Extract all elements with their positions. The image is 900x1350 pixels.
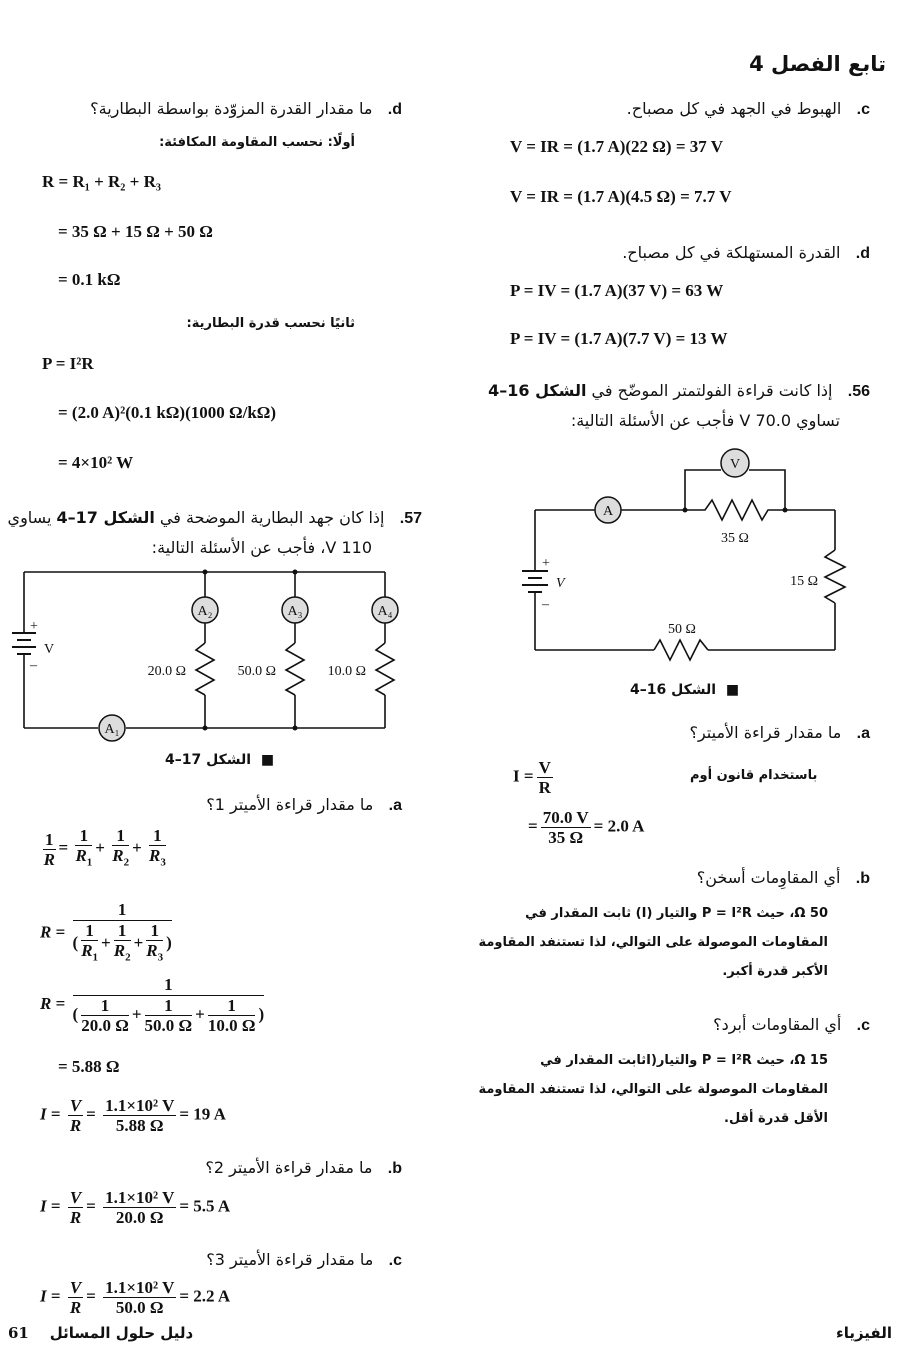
question-b-left: b. ما مقدار قراءة الأميتر 2؟	[205, 1158, 402, 1177]
battery-voltage-label: V	[556, 576, 565, 591]
battery-minus: –	[542, 597, 549, 612]
equation: P = IV = (1.7 A)(7.7 V) = 13 W	[510, 329, 728, 348]
equation: $\frac{1}{R}$ = $\frac{1}{R_1}$ + $\frac{1}{R_2}$ + $\frac{1}{R_3}$	[43, 826, 166, 869]
ammeter-3-label: A₃	[287, 604, 303, 619]
equation: = (2.0 A)²(0.1 kΩ)(1000 Ω/kΩ)	[58, 403, 277, 422]
caption-square-icon: ■	[725, 682, 740, 698]
problem-56-line2: تساوي 70.0 V فأجب عن الأسئلة التالية:	[570, 411, 840, 430]
step-2-label: ثانيًا نحسب قدرة البطارية:	[186, 316, 355, 331]
equation: = 35 Ω + 15 Ω + 50 Ω	[58, 222, 213, 241]
equation: I = $\frac{V}{R}$	[513, 758, 551, 797]
question-c: c. الهبوط في الجهد في كل مصباح.	[626, 99, 870, 118]
equation: = $\frac{70.0 V}{35 \Omega}$ = 2.0 A	[528, 808, 645, 847]
equation: V = IR = (1.7 A)(22 Ω) = 37 V	[510, 137, 723, 156]
resistor-label: 20.0 Ω	[147, 664, 186, 679]
problem-57-line2: 110 V، فأجب عن الأسئلة التالية:	[151, 538, 372, 557]
equation: R = 1 ( $\frac{1}{20.0 \Omega}$ + $\frac{1}{50.0 \Omega}$ + $\frac{1}{10.0 \Omega}$ )	[40, 975, 265, 1035]
figure-16-caption: ■ الشكل 16–4	[630, 682, 740, 698]
equation: I = $\frac{V}{R}$ = $\frac{\text{1.1×10² V}}{50.0 \Omega}$ = 2.2 A	[40, 1278, 231, 1317]
equation: P = IV = (1.7 A)(37 V) = 63 W	[510, 281, 724, 300]
ammeter-1-label: A₁	[104, 722, 120, 737]
footer-subject: الفيزياء	[836, 1324, 892, 1342]
battery-plus: +	[30, 619, 38, 634]
question-b: b. أي المقاوِمات أسخن؟	[696, 868, 870, 887]
question-a-left: a. ما مقدار قراءة الأميتر 1؟	[206, 795, 402, 814]
battery-minus: –	[30, 658, 37, 673]
equation: R = 1 ( $\frac{1}{R_1}$ + $\frac{1}{R_2}$ + $\frac{1}{R_3}$ )	[40, 900, 172, 964]
figure-17-caption: ■ الشكل 17–4	[165, 752, 275, 768]
problem-56: 56. إذا كانت قراءة الفولتمتر الموضّح في الشكل 16–4	[488, 381, 870, 400]
ammeter-4-label: A₄	[377, 604, 393, 619]
caption-square-icon: ■	[260, 752, 275, 768]
ammeter-label: A	[602, 504, 614, 519]
answer-c2: 15 Ω، حيث P = I²R والتيار(Iثابت المقدار في المقاومات الموصولة على التوالي، لذا تستنفد المقاومة الأقل قدرة أقل.	[478, 1053, 828, 1126]
question-c2: c. أي المقاومات أبرد؟	[713, 1015, 870, 1034]
ammeter-2-label: A₂	[197, 604, 213, 619]
equation: R = R₁ + R₂ + R₃	[42, 172, 161, 191]
battery-voltage-label: V	[44, 642, 55, 657]
step-1-label: أولًا: نحسب المقاومة المكافئة:	[159, 135, 355, 150]
voltmeter-label: V	[729, 457, 741, 472]
footer-left	[8, 1324, 193, 1342]
resistor-label: 35 Ω	[721, 531, 749, 546]
chapter-title: تابع الفصل 4	[749, 52, 886, 76]
question-d: d. القدرة المستهلكة في كل مصباح.	[622, 243, 870, 262]
question-a: a. ما مقدار قراءة الأميتر؟	[689, 723, 870, 742]
battery-plus: +	[542, 556, 550, 571]
problem-57: 57. إذا كان جهد البطارية الموضحة في الشكل 17–4 يساوي	[7, 508, 422, 527]
guide-title: دليل حلول المسائل	[49, 1324, 194, 1342]
equation: V = IR = (1.7 A)(4.5 Ω) = 7.7 V	[510, 187, 732, 206]
question-c-left: c. ما مقدار قراءة الأميتر 3؟	[206, 1250, 402, 1269]
resistor-label: 10.0 Ω	[327, 664, 366, 679]
equation: P = I²R	[42, 354, 94, 373]
page-number: 61	[8, 1324, 29, 1342]
equation: = 4×10² W	[58, 453, 134, 472]
equation: I = $\frac{V}{R}$ = $\frac{\text{1.1×10² V}}{5.88 \Omega}$ = 19 A	[40, 1096, 226, 1135]
resistor-label: 15 Ω	[790, 574, 818, 589]
equation: = 5.88 Ω	[58, 1057, 120, 1076]
circuit-figure-17	[0, 565, 420, 745]
circuit-figure-16	[520, 445, 850, 695]
answer-b: 50 Ω، حيث P = I²R والتيار (I) ثابت المقدار في المقاومات الموصولة على التوالي، لذا تستنفد المقاومة الأكبر قدرة أكبر.	[478, 906, 828, 979]
equation: I = $\frac{V}{R}$ = $\frac{\text{1.1×10² V}}{20.0 \Omega}$ = 5.5 A	[40, 1188, 231, 1227]
resistor-label: 50 Ω	[668, 622, 696, 637]
equation: = 0.1 kΩ	[58, 270, 121, 289]
resistor-label: 50.0 Ω	[237, 664, 276, 679]
ohm-law-note: باستخدام قانون أوم	[690, 768, 818, 783]
question-d-left: d. ما مقدار القدرة المزوّدة بواسطة البطارية؟	[90, 99, 402, 118]
